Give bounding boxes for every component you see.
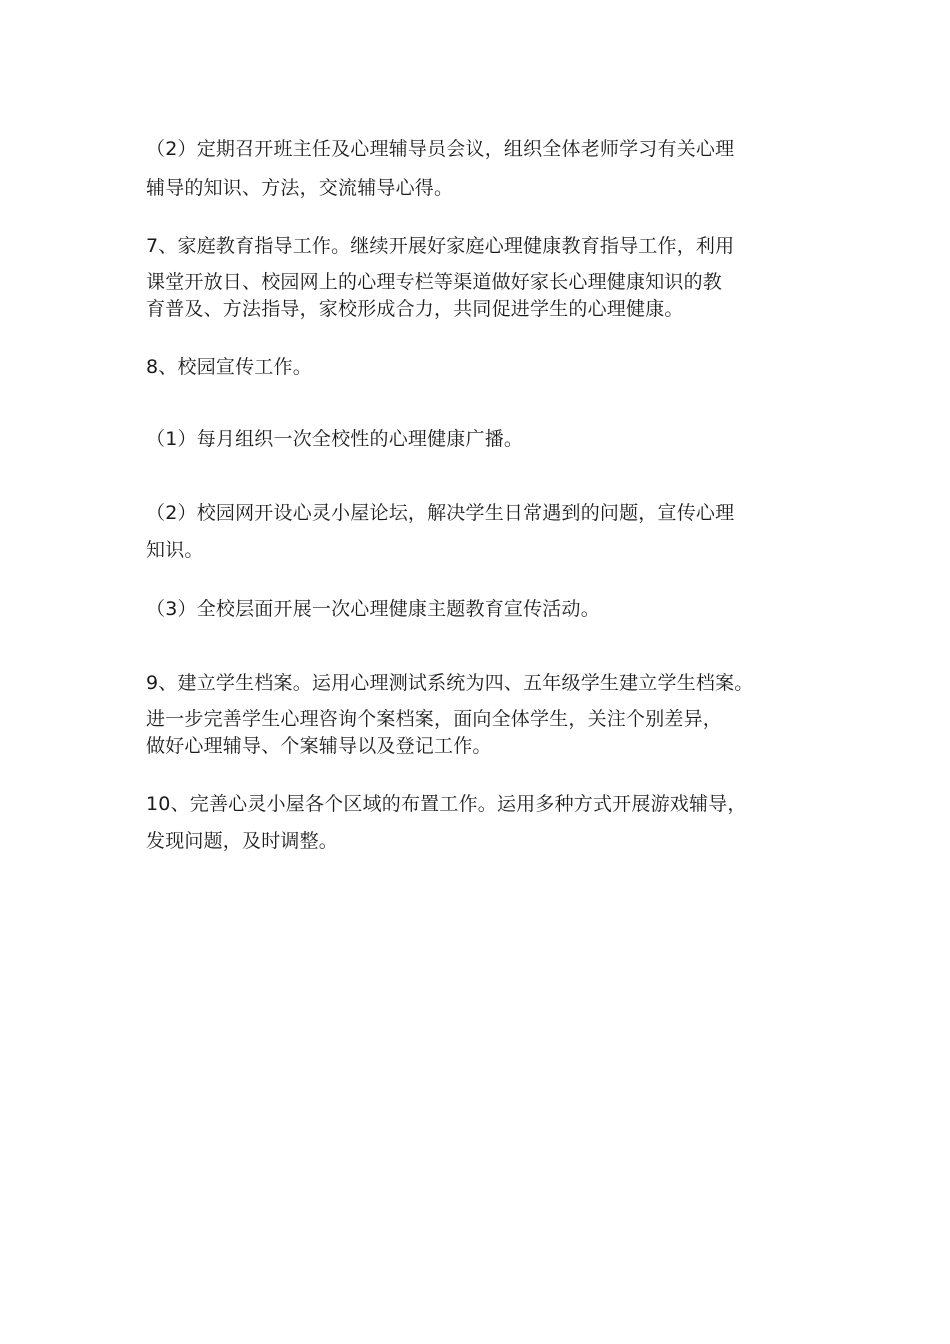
text-line: 做好心理辅导、个案辅导以及登记工作。 (146, 735, 492, 757)
text-line: 10、完善心灵小屋各个区域的布置工作。运用多种方式开展游戏辅导， (146, 793, 747, 815)
text-line: 育普及、方法指导，家校形成合力，共同促进学生的心理健康。 (146, 298, 684, 320)
text-line: （3）全校层面开展一次心理健康主题教育宣传活动。 (146, 598, 600, 620)
text-line: 发现问题，及时调整。 (146, 830, 339, 852)
text-line: （2）定期召开班主任及心理辅导员会议，组织全体老师学习有关心理 (146, 138, 735, 160)
text-line: 8、校园宣传工作。 (146, 356, 312, 378)
text-line: （1）每月组织一次全校性的心理健康广播。 (146, 428, 524, 450)
text-line: 课堂开放日、校园网上的心理专栏等渠道做好家长心理健康知识的教 (146, 271, 723, 293)
text-line: （2）校园网开设心灵小屋论坛，解决学生日常遇到的问题，宣传心理 (146, 502, 735, 524)
text-line: 进一步完善学生心理咨询个案档案，面向全体学生，关注个别差异， (146, 708, 723, 730)
text-line: 9、建立学生档案。运用心理测试系统为四、五年级学生建立学生档案。 (146, 672, 754, 694)
text-line: 知识。 (146, 539, 204, 561)
text-line: 7、家庭教育指导工作。继续开展好家庭心理健康教育指导工作，利用 (146, 235, 735, 257)
text-line: 辅导的知识、方法，交流辅导心得。 (146, 177, 454, 199)
